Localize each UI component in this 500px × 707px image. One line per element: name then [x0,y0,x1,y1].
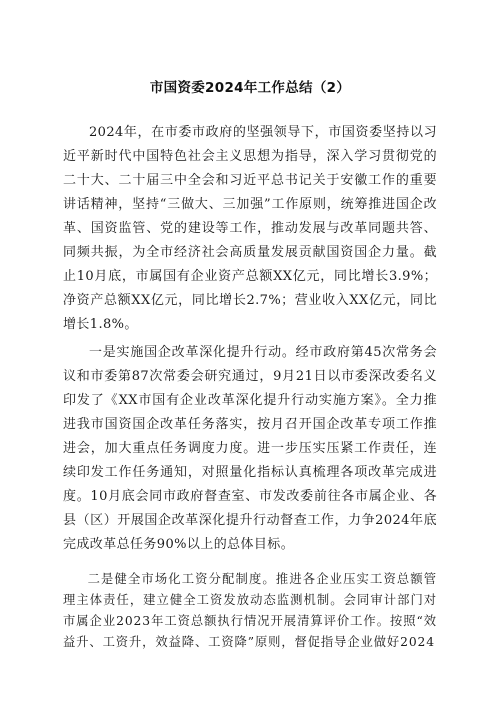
document-body [63,121,437,653]
document-title: 市国资委2024年工作总结（2） [149,80,351,96]
paragraph-intro: 2024年，在市委市政府的坚强领导下，市国资委坚持以习近平新时代中国特色社会主义思想为指导，深入学习贯彻党的二十大、二十届三中全会和习近平总书记关于安徽工作的重要讲话精神，坚持“三做大、三加强”工作原则，统筹推进国企改革、国资监管、党的建设等工作，推动发展与改革同题共答、同频共振，为全市经济社会高质量发展贡献国资国企力量。截止10月底，市属国有企业资产总额XX亿元，同比增长3.9%；净资产总额XX亿元，同比增长2.7%；营业收入XX亿元，同比增长1.8%。 [63,125,437,332]
paragraph-wage-system: 二是健全市场化工资分配制度。推进各企业压实工资总额管理主体责任，建立健全工资发放动态监测机制。会同审计部门对市属企业2023年工资总额执行情况开展清算评价工作。按照“效益升、工资升，效益降、工资降”原则，督促指导企业做好2024 [63,572,437,649]
paragraph-reform-action: 一是实施国企改革深化提升行动。经市政府第45次常务会议和市委第87次常委会研究通过，9月21日以市委深改委名义印发了《XX市国有企业改革深化提升行动实施方案》。全力推进我市国资国企改革任务落实，按月召开国企改革专项工作推进会，加大重点任务调度力度。进一步压实压紧工作责任，连续印发工作任务通知，对照量化指标认真梳理各项改革完成进度。10月底会同市政府督查室、市发改委前往各市属企业、各县（区）开展国企改革深化提升行动督查工作，力争2024年底完成改革总任务90%以上的总体目标。 [63,345,437,552]
